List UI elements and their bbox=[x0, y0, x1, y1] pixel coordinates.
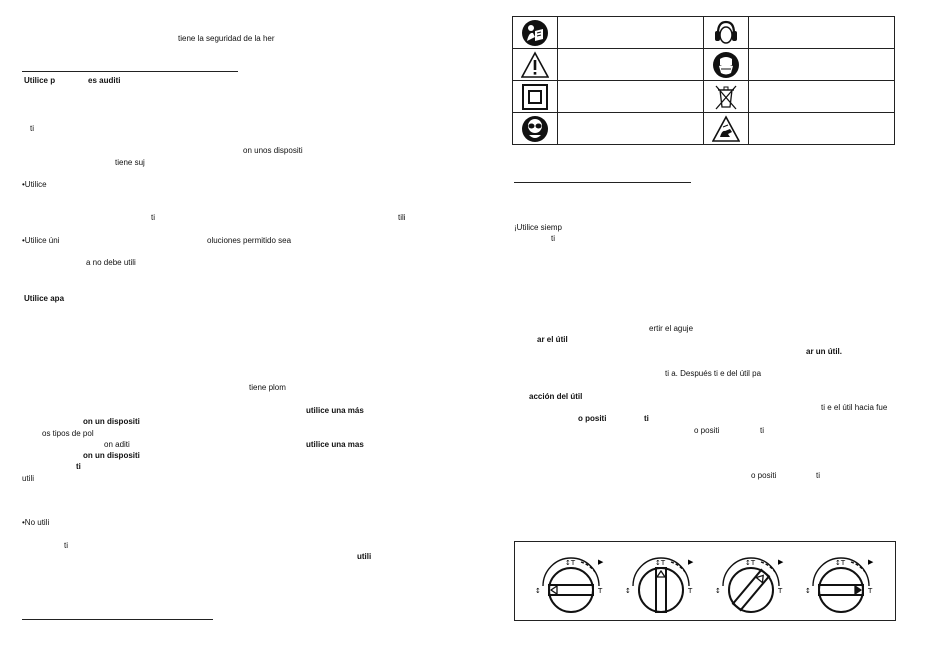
svg-text:↕: ↕ bbox=[625, 587, 631, 595]
text-line: oluciones permitido sea bbox=[207, 236, 292, 245]
svg-text:↕: ↕ bbox=[805, 587, 811, 595]
text-line: ar el útil bbox=[537, 335, 568, 344]
symbol-table bbox=[512, 16, 895, 145]
mode-dial bbox=[535, 550, 607, 616]
text-line: on unos dispositi bbox=[243, 146, 303, 155]
symbol-cell bbox=[513, 81, 558, 113]
text-line: tiene suj bbox=[115, 158, 145, 167]
text-line: ti a. Después ti e del útil pa bbox=[665, 369, 762, 378]
text-line: utili bbox=[357, 552, 372, 561]
svg-text:▶: ▶ bbox=[598, 558, 604, 566]
text-line: •No utili bbox=[22, 518, 50, 527]
svg-text:↕T: ↕T bbox=[655, 559, 666, 567]
symbol-text bbox=[749, 49, 895, 81]
svg-text:T: T bbox=[868, 587, 873, 595]
svg-text:▶: ▶ bbox=[778, 558, 784, 566]
ear-protection-icon bbox=[712, 19, 740, 47]
text-line: Utilice p bbox=[24, 76, 56, 85]
text-line: os tipos de pol bbox=[42, 429, 94, 438]
text-line: ti bbox=[644, 414, 649, 423]
svg-text:↕: ↕ bbox=[535, 587, 541, 595]
symbol-cell bbox=[704, 81, 749, 113]
mode-selector-figure bbox=[514, 541, 896, 621]
text-line: utilice una más bbox=[306, 406, 364, 415]
svg-text:T: T bbox=[598, 587, 603, 595]
text-line: ti bbox=[76, 462, 81, 471]
double-insulation-icon bbox=[521, 83, 549, 111]
text-line: •Utilice bbox=[22, 180, 47, 189]
text-line: utilice una mas bbox=[306, 440, 364, 449]
section-rule bbox=[22, 71, 238, 72]
text-line: utili bbox=[22, 474, 35, 483]
text-line: ti bbox=[816, 471, 820, 480]
text-line: on un dispositi bbox=[83, 417, 140, 426]
symbol-text bbox=[749, 17, 895, 49]
text-line: ar un útil. bbox=[806, 347, 842, 356]
crossed-bin-icon bbox=[712, 83, 740, 111]
svg-text:↕: ↕ bbox=[715, 587, 721, 595]
mode-dial bbox=[805, 550, 877, 616]
symbol-cell bbox=[513, 17, 558, 49]
text-line: es auditi bbox=[88, 76, 121, 85]
symbol-cell bbox=[513, 49, 558, 81]
section-rule bbox=[22, 619, 213, 620]
svg-text:T: T bbox=[688, 587, 693, 595]
dust-mask-icon bbox=[712, 51, 740, 79]
text-line: ti e el útil hacia fue bbox=[821, 403, 888, 412]
svg-text:↕T: ↕T bbox=[565, 559, 576, 567]
svg-text:T: T bbox=[778, 587, 783, 595]
read-manual-icon bbox=[521, 19, 549, 47]
svg-text:↕T: ↕T bbox=[835, 559, 846, 567]
text-line: tiene plom bbox=[249, 383, 286, 392]
text-line: ¡Utilice siemp bbox=[514, 223, 563, 232]
symbol-cell bbox=[513, 113, 558, 145]
hand-hazard-icon bbox=[712, 115, 740, 143]
symbol-cell bbox=[704, 17, 749, 49]
warning-triangle-icon bbox=[521, 51, 549, 79]
text-line: acción del útil bbox=[529, 392, 583, 401]
text-line: on aditi bbox=[104, 440, 130, 449]
text-line: ti bbox=[151, 213, 155, 222]
text-line: on un dispositi bbox=[83, 451, 140, 460]
safety-glasses-icon bbox=[521, 115, 549, 143]
symbol-text bbox=[558, 113, 704, 145]
text-line: o positi bbox=[751, 471, 777, 480]
text-line: ti bbox=[760, 426, 764, 435]
text-line: ti bbox=[64, 541, 68, 550]
symbol-text bbox=[558, 17, 704, 49]
mode-dial bbox=[625, 550, 697, 616]
text-line: tiene la seguridad de la her bbox=[178, 34, 275, 43]
symbol-text bbox=[558, 49, 704, 81]
svg-text:▶: ▶ bbox=[868, 558, 874, 566]
text-line: a no debe utili bbox=[86, 258, 136, 267]
text-line: Utilice apa bbox=[24, 294, 65, 303]
symbol-cell bbox=[704, 113, 749, 145]
symbol-text bbox=[749, 113, 895, 145]
svg-text:↕T: ↕T bbox=[745, 559, 756, 567]
symbol-text bbox=[558, 81, 704, 113]
text-line: •Utilice úni bbox=[22, 236, 60, 245]
text-line: ti bbox=[551, 234, 555, 243]
symbol-text bbox=[749, 81, 895, 113]
symbol-cell bbox=[704, 49, 749, 81]
text-line: ti bbox=[30, 124, 34, 133]
mode-dial bbox=[715, 550, 787, 616]
text-line: o positi bbox=[694, 426, 720, 435]
text-line: o positi bbox=[578, 414, 607, 423]
section-rule bbox=[514, 182, 691, 183]
text-line: tili bbox=[398, 213, 406, 222]
svg-text:▶: ▶ bbox=[688, 558, 694, 566]
text-line: ertir el aguje bbox=[649, 324, 694, 333]
